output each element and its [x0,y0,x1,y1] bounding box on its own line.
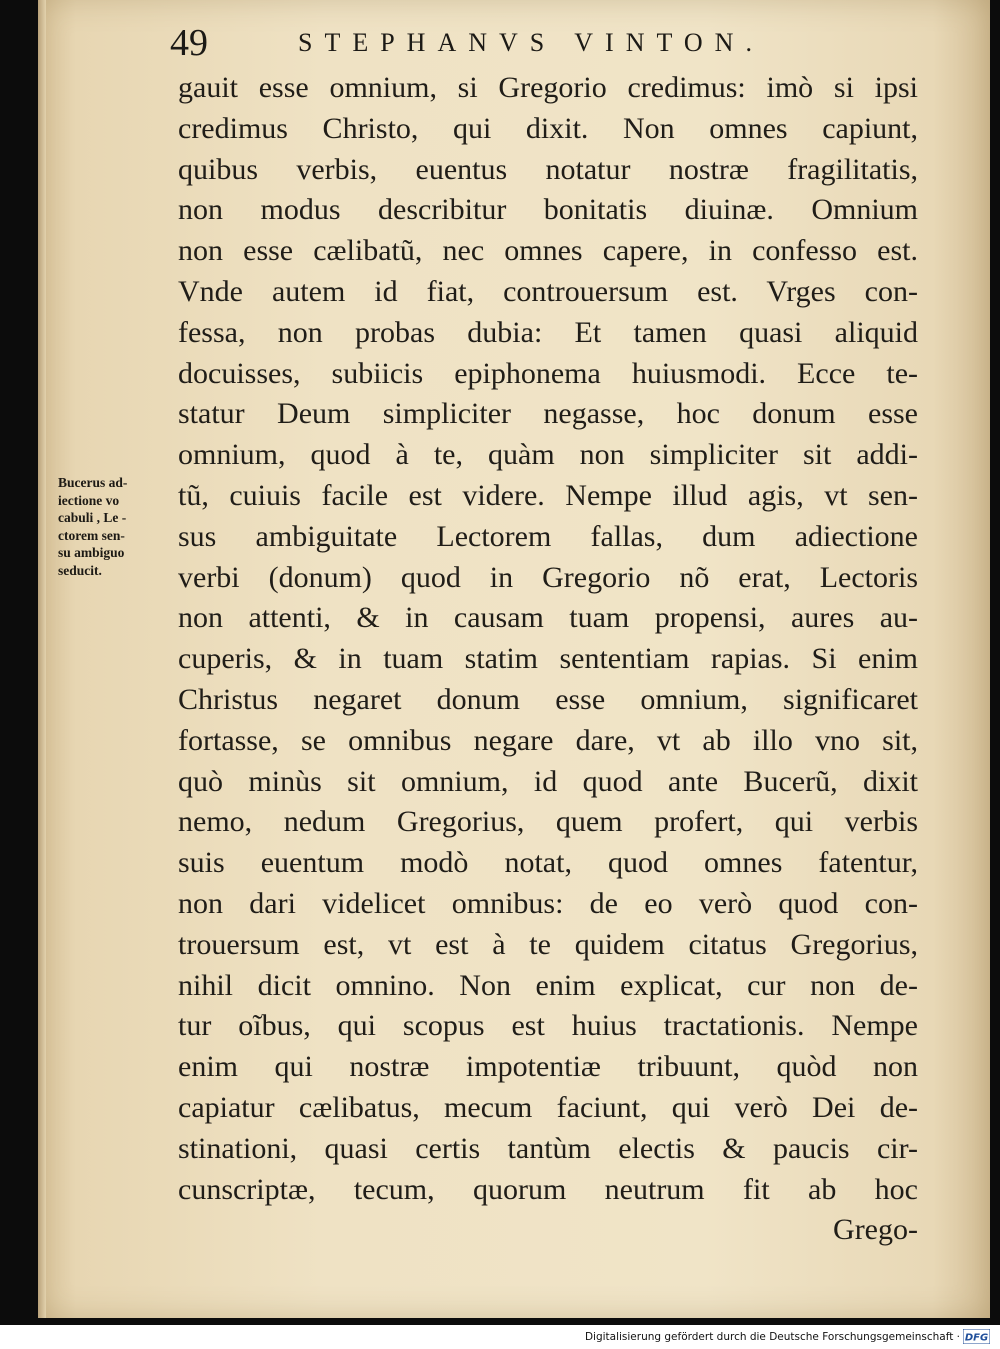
page-number: 49 [170,22,208,64]
body-text [178,68,918,1251]
svg-text:DFG: DFG [964,1332,989,1344]
text-line: fortasse, se omnibus negare dare, vt ab illo vno sit, [178,723,918,757]
page-left-edge [38,0,46,1318]
text-line: non esse cælibatũ, nec omnes capere, in confesso est. [178,234,918,268]
text-line: sus ambiguitate Lectorem fallas, dum adiectione [178,519,918,553]
page-header [170,18,810,68]
text-line: fessa, non probas dubia: Et tamen quasi aliquid [178,315,918,349]
margin-note-line: iectione vo [58,492,120,508]
text-line: nihil dicit omnino. Non enim explicat, cur non de- [178,968,918,1002]
funding-credit: Digitalisierung gefördert durch die Deutsche Forschungsgemeinschaft · [584,1331,960,1343]
text-line: stinationi, quasi certis tantùm electis & paucis cir- [178,1131,918,1165]
text-line: omnium, quod à te, quàm non simpliciter sit addi- [178,438,918,472]
text-line: suis euentum modò notat, quod omnes fatentur, [178,846,918,880]
margin-note [58,474,178,579]
margin-note-line: ctorem sen- [58,527,125,543]
text-line: nemo, nedum Gregorius, quem profert, qui verbis [178,805,918,839]
margin-note-line: seducit. [58,562,102,578]
margin-note-line: su ambiguo [58,545,125,560]
text-line: quò minùs sit omnium, id quod ante Bucerũ, dixit [178,764,918,798]
text-line: docuisses, subiicis epiphonema huiusmodi. Ecce te- [178,356,918,390]
margin-note-line: cabuli , Le - [58,510,127,525]
text-line: cuperis, & in tuam statim sententiam rapias. Si enim [178,642,918,676]
text-line: verbi (donum) quod in Gregorio nõ erat, Lectoris [178,560,918,594]
text-line: gauit esse omnium, si Gregorio credimus: imò si ipsi [178,71,918,104]
text-line: Christus negaret donum esse omnium, significaret [178,682,918,716]
text-line: quibus verbis, euentus notatur nostræ fragilitatis, [178,152,918,186]
text-line: Vnde autem id fiat, controuersum est. Vrges con- [178,274,918,308]
text-line: trouersum est, vt est à te quidem citatus Gregorius, [178,927,918,961]
text-line: non dari videlicet omnibus: de eo verò quod con- [178,886,918,920]
margin-note-line: Bucerus ad- [58,475,128,490]
book-page [38,0,990,1318]
text-line: tur oĩbus, qui scopus est huius tractationis. Nempe [178,1009,918,1043]
catchword: Grego- [833,1213,918,1247]
text-line: credimus Christo, qui dixit. Non omnes capiunt, [178,111,918,145]
text-line: enim qui nostræ impotentiæ tribuunt, quòd non [178,1050,918,1084]
text-line: capiatur cælibatus, mecum faciunt, qui verò Dei de- [178,1090,918,1124]
text-line: statur Deum simpliciter negasse, hoc donum esse [178,397,918,431]
text-line: non modus describitur bonitatis diuinæ. Omnium [178,193,918,227]
text-line: tũ, cuiuis facile est videre. Nempe illud agis, vt sen- [178,478,918,512]
dfg-logo-icon [963,1329,990,1344]
running-title: STEPHANVS VINTON. [298,28,764,57]
text-line: non attenti, & in causam tuam propensi, aures au- [178,601,918,635]
text-line: cunscriptæ, tecum, quorum neutrum fit ab hoc [178,1172,918,1206]
